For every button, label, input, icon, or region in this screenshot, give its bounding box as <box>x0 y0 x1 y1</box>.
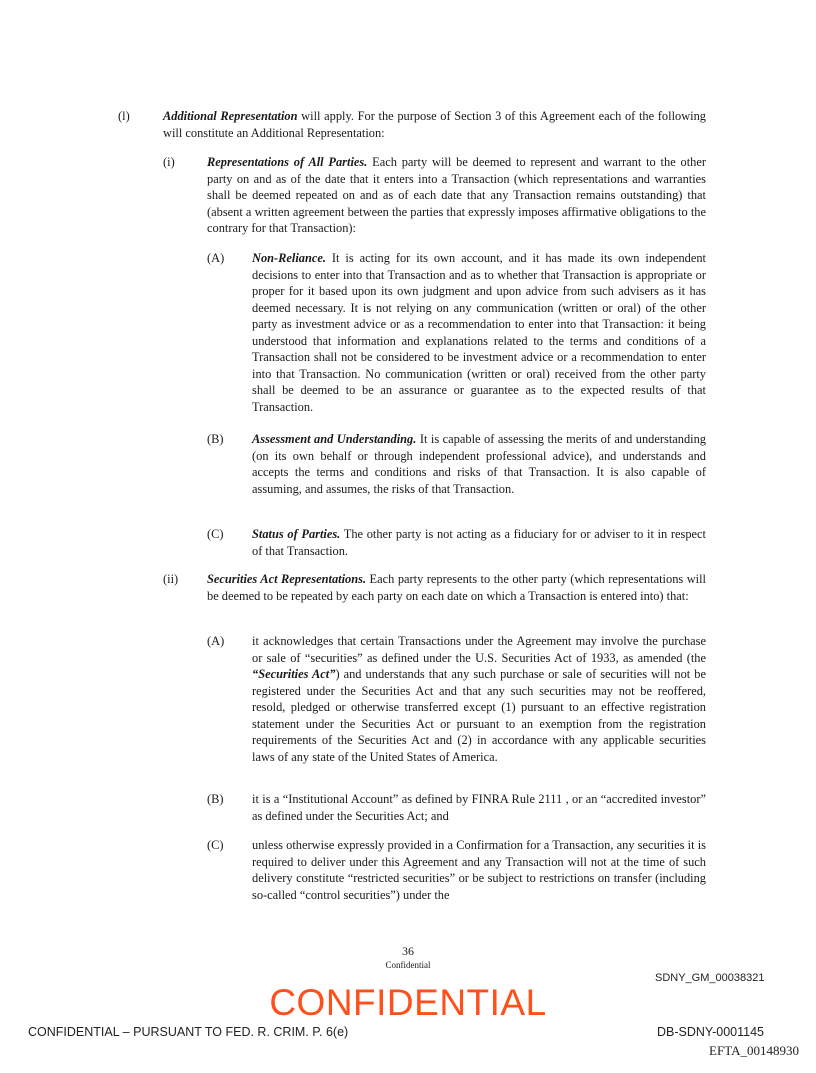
item-i-b-heading: Assessment and Understanding. <box>252 432 417 446</box>
bates-db-sdny: DB-SDNY-0001145 <box>656 1025 764 1039</box>
item-ii-b-label: (B) <box>207 792 224 806</box>
item-ii-c-label: (C) <box>207 838 224 852</box>
item-i-b-paragraph <box>252 431 706 497</box>
item-i-a-label: (A) <box>207 251 225 265</box>
item-i-a-text: It is acting for its own account, and it has made its own independent decisions to enter into that Transaction and as to whether that Transaction is appropriate or proper for it based upon its own judgment and upon advice from such advisers as it has deemed necessary. It is not relying on any communication (written or oral) of the other party as investment advice or as a recommendation to enter into that Transaction: it being understood that information and explanations related to the terms and conditions of a Transaction shall not be considered to be investment advice or a recommendation to enter into that Transaction. No communication (written or oral) received from the other party shall be deemed to be an assurance or guarantee as to the expected results of that Transaction. <box>252 251 706 414</box>
securities-act-defined-term: “Securities Act” <box>252 667 336 681</box>
item-i-b-label: (B) <box>207 432 224 446</box>
item-ii-text: Each party represents to the other party (which representations will be deemed to be repeated by each party on each date on which a Transaction is entered into) that: <box>207 572 706 603</box>
item-ii-a-text-before: it acknowledges that certain Transactions under the Agreement may involve the purchase or sale of “securities” as defined under the U.S. Securities Act of 1933, as amended (the <box>252 634 706 665</box>
item-i-label: (i) <box>163 155 175 169</box>
item-i-paragraph <box>207 154 706 237</box>
item-ii-label: (ii) <box>163 572 179 586</box>
item-i-a-paragraph <box>252 250 706 415</box>
section-l-paragraph <box>163 108 706 141</box>
section-l-text: will apply. For the purpose of Section 3 of this Agreement each of the following will constitute an Additional Representation: <box>163 109 706 140</box>
item-ii-a-label: (A) <box>207 634 225 648</box>
item-i-heading: Representations of All Parties. <box>207 155 368 169</box>
item-ii-heading: Securities Act Representations. <box>207 572 367 586</box>
efta-number: EFTA_00148930 <box>709 1043 799 1058</box>
item-ii-b-paragraph: it is a “Institutional Account” as defined by FINRA Rule 2111 , or an “accredited investor” as defined under the Securities Act; and <box>252 792 706 823</box>
item-i-text: Each party will be deemed to represent and warrant to the other party on and as of the date that it enters into a Transaction (which representations and warranties shall be deemed repeated on and as of each date that any Transaction remains outstanding) that (absent a written agreement between the parties that expressly imposes affirmative obligations to the contrary for that Transaction): <box>207 155 706 235</box>
item-i-c-heading: Status of Parties. <box>252 527 341 541</box>
grand-jury-notice: CONFIDENTIAL – PURSUANT TO FED. R. CRIM. P. 6(e) <box>28 1025 349 1039</box>
confidential-small-label: Confidential <box>385 960 431 970</box>
item-ii-c-paragraph: unless otherwise expressly provided in a Confirmation for a Transaction, any securities it is required to deliver under this Agreement and any Transaction will not at the time of such delivery constitute “restricted securities” or be subject to restrictions on transfer (including so-called “control securities”) under the <box>252 838 706 902</box>
item-i-b-text: It is capable of assessing the merits of and understanding (on its own behalf or through independent professional advice), and understands and accepts the terms and conditions and risks of that Transaction. It is also capable of assuming, and assumes, the risks of that Transaction. <box>252 432 706 496</box>
item-ii-a-paragraph <box>252 633 706 765</box>
item-ii-paragraph <box>207 571 706 604</box>
item-ii-a-text-after: ) and understands that any such purchase or sale of securities will not be registered under the Securities Act and that any such securities may not be reoffered, resold, pledged or otherwise transferred except (1) pursuant to an effective registration statement under the Securities Act or pursuant to an exemption from the registration requirements of the Securities Act and (2) in accordance with any applicable securities laws of any state of the United States of America. <box>252 667 706 764</box>
bates-sdny: SDNY_GM_00038321 <box>655 972 765 984</box>
section-l-label: (l) <box>118 109 130 123</box>
item-i-c-paragraph <box>252 526 706 559</box>
page-number: 36 <box>402 944 414 958</box>
item-i-c-label: (C) <box>207 527 224 541</box>
item-i-c-text: The other party is not acting as a fiduciary for or adviser to it in respect of that Transaction. <box>252 527 706 558</box>
confidential-stamp: CONFIDENTIAL <box>269 982 547 1023</box>
item-i-a-heading: Non-Reliance. <box>252 251 326 265</box>
section-l-heading: Additional Representation <box>163 109 298 123</box>
